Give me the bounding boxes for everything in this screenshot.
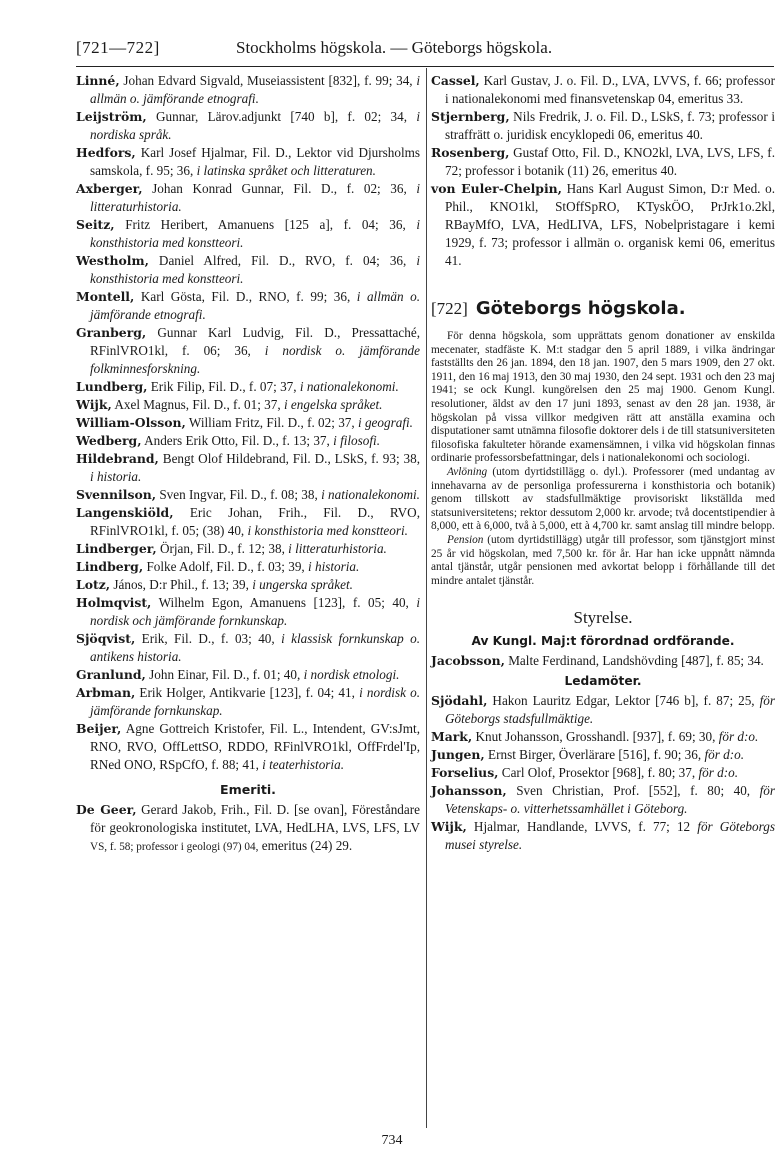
- entry-subject: i nordisk o. jämförande folkminnesforskning.: [90, 343, 420, 376]
- list-item: [76, 216, 420, 252]
- list-item: [76, 576, 420, 594]
- entry-text: Knut Johansson, Grosshandl. [937], f. 69; 30,: [472, 729, 719, 745]
- entry-text: Bengt Olof Hildebrand, Fil. D., LSkS, f. 93; 38,: [158, 451, 420, 466]
- list-item: [431, 728, 775, 746]
- list-item: [76, 720, 420, 774]
- entry-text: William Fritz, Fil. D., f. 02; 37,: [185, 415, 358, 430]
- list-item: [76, 558, 420, 576]
- chair-subheading: Av Kungl. Maj:t förordnad ordförande.: [471, 634, 735, 649]
- list-item: [431, 692, 775, 728]
- entry-subject: i nationalekonomi.: [321, 487, 420, 502]
- entry-name: Wedberg,: [76, 433, 142, 448]
- entry-text: Erik Holger, Antikvarie [123], f. 04; 41,: [135, 685, 360, 700]
- entry-subject: i engelska språket.: [283, 397, 383, 412]
- list-item: [76, 324, 420, 378]
- docent-list: [76, 72, 420, 774]
- entry-name: Granberg,: [76, 325, 147, 340]
- entry-text: Folke Adolf, Fil. D., f. 03; 39,: [143, 559, 309, 574]
- entry-text: Ernst Birger, Överlärare [516], f. 90; 36,: [484, 747, 705, 763]
- salary-paragraph: [431, 466, 775, 534]
- list-item: [431, 782, 775, 818]
- section-ref: [722]: [431, 299, 468, 318]
- list-item: [76, 144, 420, 180]
- list-item: [76, 108, 420, 144]
- entry-name: von Euler-Chelpin,: [431, 181, 562, 196]
- entry-name: Rosenberg,: [431, 145, 510, 160]
- entry-name: Lindberg,: [76, 559, 144, 574]
- emeritus-entry: [76, 801, 420, 856]
- entry-name: Montell,: [76, 289, 135, 304]
- entry-subject: i allmän o. jämförande etnografi.: [90, 73, 420, 106]
- chair-entry: [431, 652, 775, 670]
- list-item: [431, 818, 775, 854]
- entry-subject: i historia.: [90, 469, 142, 484]
- entry-text: Hjalmar, Handlande, LVVS, f. 77; 12: [466, 819, 698, 835]
- entry-subject: i latinska språket och litteraturen.: [196, 163, 376, 178]
- entry-name: Jacobsson,: [431, 653, 505, 669]
- list-item: [76, 450, 420, 486]
- entry-name: Seitz,: [76, 217, 115, 232]
- entry-subject: i filosofi.: [333, 433, 381, 448]
- entry-subject: i historia.: [308, 559, 360, 574]
- list-item: [76, 594, 420, 630]
- entry-subject: för Vetenskaps- o. vitterhetssamhället i Göteborg.: [445, 783, 775, 817]
- entry-subject: i konsthistoria med konstteori.: [247, 523, 408, 538]
- entry-text: Daniel Alfred, Fil. D., RVO, f. 04; 36,: [148, 253, 417, 268]
- column-divider: [426, 68, 427, 1128]
- entry-text: Carl Olof, Prosektor [968], f. 80; 37,: [498, 765, 699, 781]
- entry-subject: i nordisk etnologi.: [303, 667, 400, 682]
- page-header: [76, 38, 776, 66]
- entry-name: Johansson,: [431, 783, 507, 799]
- pension-paragraph: [431, 534, 775, 588]
- page-range: [721—722]: [76, 38, 160, 57]
- entry-subject: i konsthistoria med konstteori.: [90, 253, 420, 286]
- pension-text: (utom dyrtidstillägg) utgår till professor, som tjänstgjort minst 25 år vid högskolan, med 7,500 kr. för år. Har han icke uppnått nämnda antal tjänstår, utgår pensionen med avkortat belopp i förhållande till det mindre antalet tjänstår.: [431, 533, 775, 587]
- list-item: [76, 432, 420, 450]
- entry-text: Axel Magnus, Fil. D., f. 01; 37,: [111, 397, 284, 412]
- entry-subject: i nordiska språk.: [90, 109, 420, 142]
- page-number: 734: [381, 1133, 403, 1148]
- entry-text: Erik Filip, Fil. D., f. 07; 37,: [147, 379, 300, 394]
- entry-name: Granlund,: [76, 667, 146, 682]
- entry-subject: i klassisk fornkunskap o. antikens historia.: [90, 631, 421, 664]
- entry-name: Holmqvist,: [76, 595, 152, 610]
- entry-subject: för d:o.: [698, 765, 739, 781]
- header-rule: [76, 66, 774, 67]
- list-item: [76, 288, 420, 324]
- salary-lead: Avlöning: [447, 465, 488, 478]
- entry-text: Karl Josef Hjalmar, Fil. D., Lektor vid Djursholms samskola, f. 95; 36,: [90, 145, 420, 178]
- entry-text: Wilhelm Egon, Amanuens [123], f. 05; 40,: [151, 595, 417, 610]
- members-subheading: Ledamöter.: [564, 674, 642, 689]
- entry-subject: i konsthistoria med konstteori.: [90, 217, 420, 250]
- entry-text: Johan Konrad Gunnar, Fil. D., f. 02; 36,: [142, 181, 417, 196]
- list-item: [431, 144, 775, 180]
- entry-text: Gustaf Otto, Fil. D., KNO2kl, LVA, LVS, LFS, f. 72; professor i botanik (11) 26, emeritus 40.: [445, 145, 775, 178]
- entry-text: Gerard Jakob, Frih., Fil. D. [se ovan], Föreståndare för geokronologiska institutet, LVA, HedLHA, LVS, LFS, LV: [90, 802, 420, 835]
- entry-name: Sjöqvist,: [76, 631, 136, 646]
- pension-lead: Pension: [447, 533, 484, 546]
- entry-text: Karl Gösta, Fil. D., RNO, f. 99; 36,: [134, 289, 357, 304]
- list-item: [76, 630, 420, 666]
- entry-name: William-Olsson,: [76, 415, 186, 430]
- section-title: Göteborgs högskola.: [475, 298, 686, 319]
- list-item: [431, 108, 775, 144]
- entry-name: Hildebrand,: [76, 451, 159, 466]
- list-item: [431, 72, 775, 108]
- entry-subject: för Göteborgs musei styrelse.: [445, 819, 775, 853]
- entry-subject: i nordisk o. jämförande fornkunskap.: [90, 685, 420, 718]
- entry-subject: i geografi.: [358, 415, 413, 430]
- entry-subject: i teaterhistoria.: [262, 757, 344, 772]
- entry-name: De Geer,: [76, 802, 137, 817]
- list-item: [76, 414, 420, 432]
- entry-text: Nils Fredrik, J. o. Fil. D., LSkS, f. 73; professor i straffrätt o. juridisk encyklopedi 06, emeritus 40.: [445, 109, 775, 142]
- entry-subject: för d:o.: [704, 747, 744, 763]
- entry-name: Lundberg,: [76, 379, 148, 394]
- entry-subject: i nationalekonomi.: [299, 379, 399, 394]
- entry-name: Jungen,: [431, 747, 485, 763]
- salary-text: (utom dyrtidstillägg o. dyl.). Professorer (med undantag av innehavarna av de personliga professurerna i konsthistoria och botanik) genom tillskott av stadsfullmäktige provisoriskt likställda med statsuniversitetens; rektor dessutom 2,000 kr. arvode; två docentstipendier à 8,000, ett à 6,000, två à 5,000, ett à 4,700 kr. samt anslag till mindre belopp.: [431, 465, 775, 533]
- list-item: [431, 746, 775, 764]
- list-item: [76, 504, 420, 540]
- entry-subject: i litteraturhistoria.: [90, 181, 420, 214]
- intro-paragraph: För denna högskola, som upprättats genom donationer av enskilda mecenater, stadfäste K. M:t stadgar den 5 april 1889, i vilka ändringar fastställts den 26 jan. 1894, den 18 jan. 1907, den 5 mars 1909, den 27 okt. 1911, den 16 maj 1913, den 30 maj 1930, den 24 sept. 1931 och den 23 maj 1941; se ock Kungl. kungörelsen den 25 maj 1900. Genom Kungl. resolutioner, äldst av den 17 juni 1893, senast av den 28 jan. 1938, är högskolan på vissa villkor medgiven rätt att anställa examina och disputationer samt utnämna filosofie doktorer dels i de till statsuniversiteten filosofiska fakulteter hörande examensämnen, i vilka vid högskolan finnas ordinarie professorsbefattningar, dels i nationalekonomi och sociologi.: [431, 330, 775, 465]
- entry-name: Hedfors,: [76, 145, 136, 160]
- list-item: [76, 252, 420, 288]
- entry-subject: i allmän o. jämförande etnografi.: [90, 289, 420, 322]
- entry-name: Lindberger,: [76, 541, 157, 556]
- list-item: [76, 540, 420, 558]
- entry-name: Axberger,: [76, 181, 143, 196]
- entry-name: Leijström,: [76, 109, 147, 124]
- entry-text: Karl Gustav, J. o. Fil. D., LVA, LVVS, f. 66; professor i nationalekonomi med finansvetenskap 04, emeritus 33.: [445, 73, 775, 106]
- entry-name: Cassel,: [431, 73, 480, 88]
- list-item: [431, 764, 775, 782]
- entry-subject: för d:o.: [718, 729, 759, 745]
- entry-text: Sven Christian, Prof. [552], f. 80; 40,: [506, 783, 760, 799]
- entry-text: Johan Edvard Sigvald, Museiassistent [832], f. 99; 34,: [119, 73, 417, 88]
- entry-name: Wijk,: [76, 397, 112, 412]
- entry-text: Gunnar Karl Ludvig, Fil. D., Pressattaché, RFinlVRO1kl, f. 06; 36,: [90, 325, 420, 358]
- entry-text: Fritz Heribert, Amanuens [125 a], f. 04; 36,: [114, 217, 417, 232]
- entry-name: Sjödahl,: [431, 693, 488, 709]
- list-item: [76, 72, 420, 108]
- list-item: [76, 666, 420, 684]
- left-column: [76, 72, 420, 856]
- styrelse-heading: Styrelse.: [573, 608, 633, 628]
- entry-name: Lotz,: [76, 577, 111, 592]
- entry-subject: för Göteborgs stadsfullmäktige.: [445, 693, 775, 727]
- entry-text: Erik, Fil. D., f. 03; 40,: [135, 631, 282, 646]
- running-head: Stockholms högskola. — Göteborgs högskola.: [236, 38, 553, 57]
- entry-text: Hakon Lauritz Edgar, Lektor [746 b], f. 87; 25,: [487, 693, 760, 709]
- list-item: [76, 486, 420, 504]
- entry-name: Stjernberg,: [431, 109, 510, 124]
- list-item: [76, 684, 420, 720]
- entry-text: Anders Erik Otto, Fil. D., f. 13; 37,: [141, 433, 334, 448]
- list-item: [76, 180, 420, 216]
- entry-name: Arbman,: [76, 685, 136, 700]
- entry-text: Agne Gottreich Kristofer, Fil. L., Intendent, GV:sJmt, RNO, RVO, OffLettSO, RDDO, RFinlVRO1kl, OffFrdel'Ip, RNed ONO, RSpCfO, f. 88; 41,: [90, 721, 420, 772]
- entry-subject: i litteraturhistoria.: [288, 541, 387, 556]
- entry-name: Forselius,: [431, 765, 499, 781]
- members-list: [431, 692, 775, 854]
- list-item: [76, 378, 420, 396]
- section-heading-goteborg: [431, 298, 775, 320]
- entry-text: John Einar, Fil. D., f. 01; 40,: [145, 667, 304, 682]
- entry-name: Westholm,: [76, 253, 149, 268]
- entry-text: Hans Karl August Simon, D:r Med. o. Phil., KNO1kl, StOffSpRO, KTyskÖO, PrJrk1o.2kl, RBayMfO, LVA, HedLIVA, LFS, Nobelpristagare i kemi 1929, f. 73; professor i allmän o. organisk kemi 06, emeritus 41.: [445, 181, 776, 268]
- entry-subject: i nordisk och jämförande fornkunskap.: [90, 595, 420, 628]
- entry-name: Linné,: [76, 73, 120, 88]
- entry-text: Örjan, Fil. D., f. 12; 38,: [156, 541, 289, 556]
- right-column: [431, 72, 775, 854]
- entry-text: Gunnar, Lärov.adjunkt [740 b], f. 02; 34,: [146, 109, 417, 124]
- entry-tail: emeritus (24) 29.: [258, 838, 353, 853]
- emeriti-heading: Emeriti.: [220, 782, 276, 797]
- emeritus-list: [431, 72, 775, 270]
- entry-subject: i ungerska språket.: [252, 577, 353, 592]
- entry-name: Beijer,: [76, 721, 122, 736]
- entry-name: Mark,: [431, 729, 473, 745]
- entry-name: Wijk,: [431, 819, 467, 835]
- entry-small-text: VS, f. 58; professor i geologi (97) 04,: [90, 841, 259, 853]
- entry-text: Malte Ferdinand, Landshövding [487], f. 85; 34.: [504, 653, 764, 669]
- entry-name: Svennilson,: [76, 487, 157, 502]
- entry-text: János, D:r Phil., f. 13; 39,: [110, 577, 253, 592]
- entry-text: Sven Ingvar, Fil. D., f. 08; 38,: [156, 487, 322, 502]
- entry-name: Langenskiöld,: [76, 505, 174, 520]
- entry-text: Eric Johan, Frih., Fil. D., RVO, RFinlVRO1kl, f. 05; (38) 40,: [90, 505, 420, 538]
- list-item: [76, 396, 420, 414]
- list-item: [431, 180, 775, 270]
